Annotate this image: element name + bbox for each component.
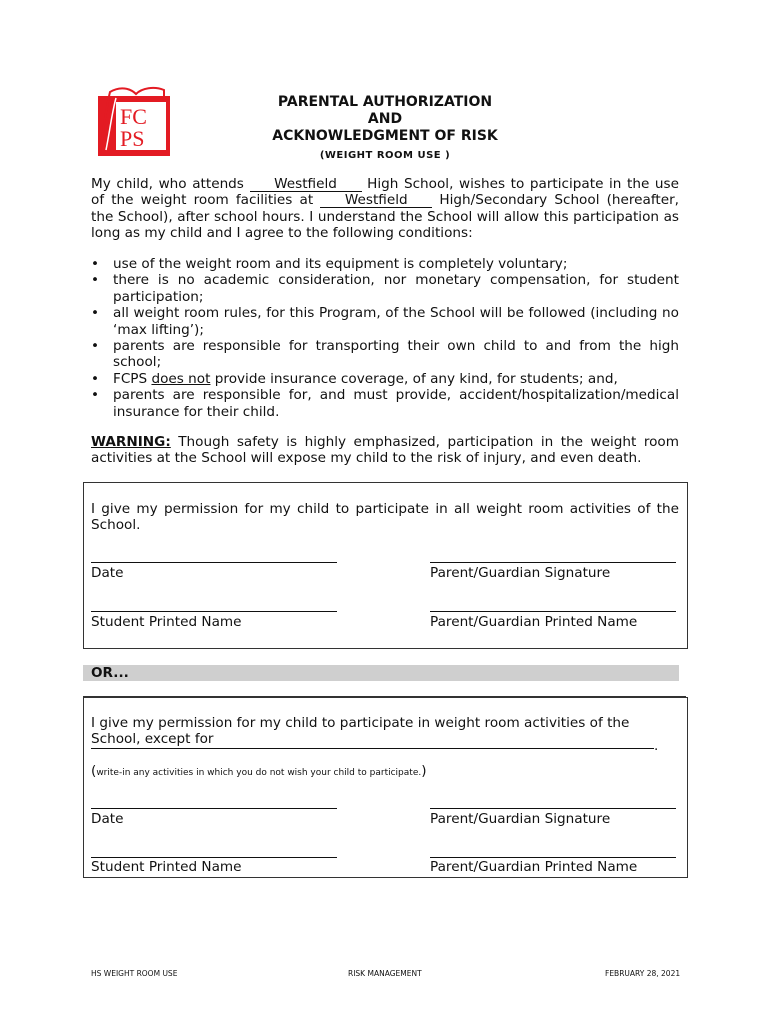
intro-text-2: High School, wishes to participate in the use of the weight room facilities at [91, 176, 679, 209]
subtitle: (WEIGHT ROOM USE ) [319, 150, 451, 161]
guardian-name-line[interactable] [430, 611, 676, 612]
date-label: Date [91, 811, 124, 827]
permission-except-box [83, 697, 688, 878]
bullet-icon: • [91, 256, 100, 272]
title-line-2: AND [367, 111, 403, 127]
intro-text-1: My child, who attends [91, 176, 250, 192]
except-activities-line[interactable] [91, 748, 654, 749]
logo-text-top: FC [120, 104, 147, 129]
condition-item: • all weight room rules, for this Program, of the School will be followed (including no ‘max lifting’); [91, 305, 679, 338]
intro-text-3: High/Secondary School (hereafter, the School), after school hours. I understand the School will allow this participation as long as my child and I agree to the following conditions: [91, 192, 680, 242]
guardian-name-label: Parent/Guardian Printed Name [430, 859, 638, 875]
permission-all-box [83, 482, 688, 649]
warning-text: Though safety is highly emphasized, participation in the weight room activities at the School will expose my child to the risk of injury, and even death. [91, 434, 679, 467]
or-divider: OR... [83, 665, 679, 681]
date-line[interactable] [91, 562, 337, 563]
student-name-label: Student Printed Name [91, 859, 242, 875]
bullet-icon: • [91, 370, 100, 387]
bullet-icon: • [91, 338, 100, 355]
student-name-line[interactable] [91, 611, 337, 612]
bullet-icon: • [91, 272, 100, 289]
title-line-1: PARENTAL AUTHORIZATION [277, 94, 493, 110]
write-in-note: (write-in any activities in which you do not wish your child to participate.) [91, 763, 427, 779]
warning-paragraph [91, 434, 679, 467]
student-name-label: Student Printed Name [91, 614, 242, 630]
facility-name-field[interactable]: Westfield [320, 194, 432, 208]
condition-item: • parents are responsible for transporting their own child to and from the high school; [91, 338, 679, 371]
logo-text-bottom: PS [120, 126, 145, 151]
guardian-signature-line[interactable] [430, 808, 676, 809]
footer-left: HS WEIGHT ROOM USE [91, 969, 178, 978]
permission-except-statement: I give my permission for my child to participate in weight room activities of the School, except for [91, 715, 630, 748]
guardian-signature-label: Parent/Guardian Signature [430, 565, 611, 581]
bullet-icon: • [91, 305, 100, 322]
student-name-line[interactable] [91, 857, 337, 858]
condition-item: • FCPS does not provide insurance coverage, of any kind, for students; and, [91, 370, 618, 387]
intro-paragraph [91, 176, 679, 242]
footer-right: FEBRUARY 28, 2021 [605, 969, 681, 978]
condition-item: • parents are responsible for, and must provide, accident/hospitalization/medical insurance for their child. [91, 387, 679, 420]
guardian-signature-line[interactable] [430, 562, 676, 563]
date-label: Date [91, 565, 124, 581]
conditions-list [91, 256, 679, 420]
does-not-emphasis: does not [151, 370, 211, 387]
permission-all-statement: I give my permission for my child to participate in all weight room activities of the School. [91, 501, 679, 534]
date-line[interactable] [91, 808, 337, 809]
condition-item: • use of the weight room and its equipment is completely voluntary; [91, 256, 568, 272]
guardian-name-line[interactable] [430, 857, 676, 858]
except-period: . [654, 738, 659, 754]
guardian-signature-label: Parent/Guardian Signature [430, 811, 611, 827]
footer-center: RISK MANAGEMENT [348, 969, 422, 978]
bullet-icon: • [91, 387, 100, 404]
guardian-name-label: Parent/Guardian Printed Name [430, 614, 638, 630]
warning-label: WARNING: [91, 434, 171, 450]
title-line-3: ACKNOWLEDGMENT OF RISK [272, 128, 498, 144]
school-name-field[interactable]: Westfield [250, 178, 362, 192]
condition-item: • there is no academic consideration, nor monetary compensation, for student participation; [91, 272, 679, 305]
